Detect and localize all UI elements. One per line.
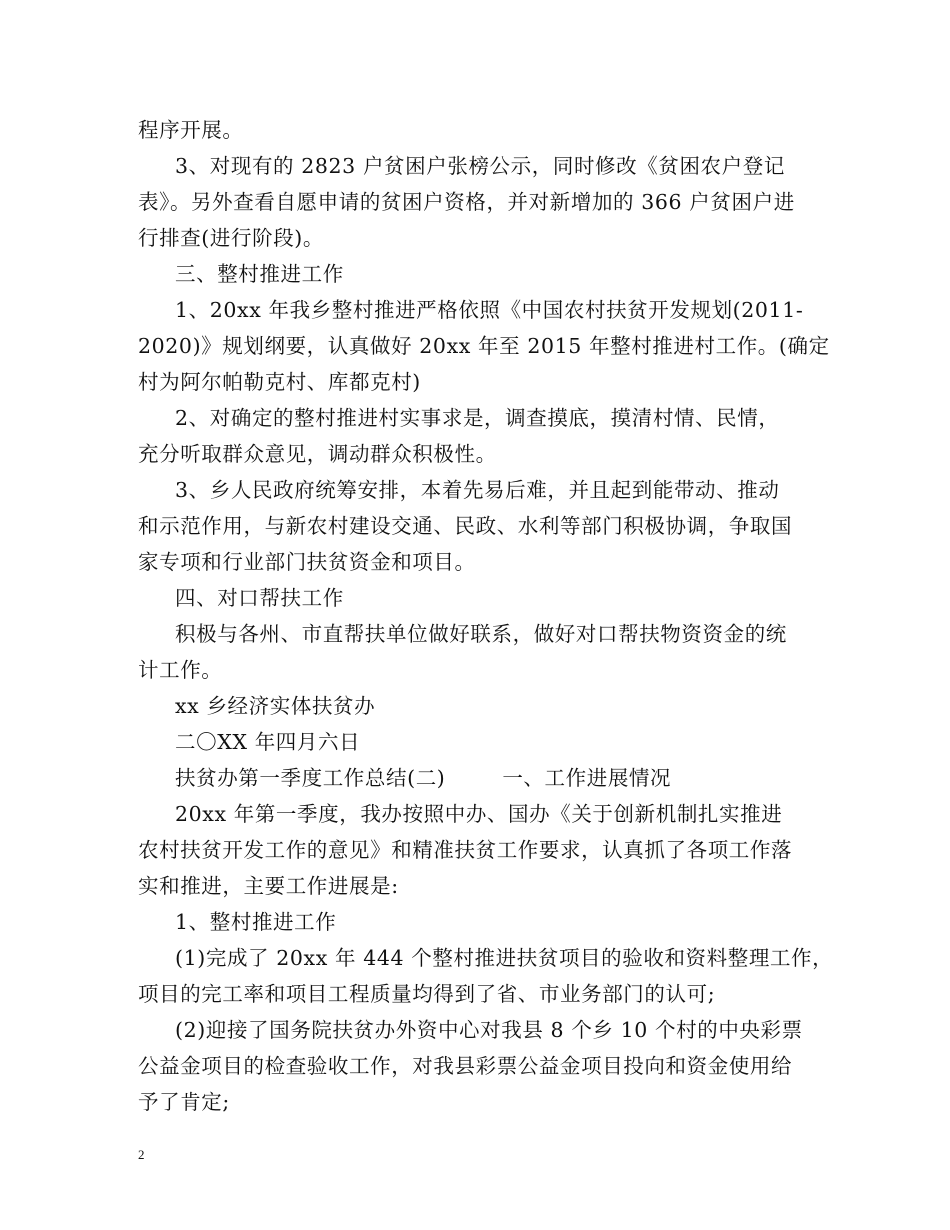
paragraph-line: 行排查(进行阶段)。 [138,226,324,250]
paragraph-line: 积极与各州、市直帮扶单位做好联系，做好对口帮扶物资资金的统 [175,622,787,646]
paragraph-line: 20xx 年第一季度，我办按照中办、国办《关于创新机制扎实推进 [175,802,783,826]
paragraph-line: 2020)》规划纲要，认真做好 20xx 年至 2015 年整村推进村工作。(确定 [138,334,830,358]
paragraph-line: 1、整村推进工作 [175,910,337,934]
paragraph-line: 3、乡人民政府统筹安排，本着先易后难，并且起到能带动、推动 [175,478,780,502]
paragraph-line: 2、对确定的整村推进村实事求是，调查摸底，摸清村情、民情， [175,406,780,430]
paragraph-line: 1、20xx 年我乡整村推进严格依照《中国农村扶贫开发规划(2011- [175,298,804,322]
page-number: 2 [138,1147,145,1162]
paragraph-line: 二〇XX 年四月六日 [175,730,361,754]
paragraph-line: 项目的完工率和项目工程质量均得到了省、市业务部门的认可; [138,982,716,1006]
paragraph-line: 村为阿尔帕勒克村、库都克村) [138,370,421,394]
paragraph-line: 农村扶贫开发工作的意见》和精准扶贫工作要求，认真抓了各项工作落 [138,838,793,862]
paragraph-line: 四、对口帮扶工作 [175,586,344,610]
paragraph-line: 充分听取群众意见，调动群众积极性。 [138,442,497,466]
paragraph-line: 实和推进，主要工作进展是: [138,874,399,898]
paragraph-line: 计工作。 [138,658,223,682]
paragraph-line: 3、对现有的 2823 户贫困户张榜公示，同时修改《贫困农户登记 [175,154,785,178]
paragraph-line: 表》。另外查看自愿申请的贫困户资格，并对新增加的 366 户贫困户进 [138,190,795,214]
paragraph-line: 家专项和行业部门扶贫资金和项目。 [138,550,476,574]
paragraph-line: 予了肯定; [138,1090,230,1114]
paragraph-line: 三、整村推进工作 [175,262,344,286]
paragraph-line: xx 乡经济实体扶贫办 [175,694,376,718]
paragraph-line: (2)迎接了国务院扶贫办外资中心对我县 8 个乡 10 个村的中央彩票 [175,1018,803,1042]
paragraph-line: 公益金项目的检查验收工作，对我县彩票公益金项目投向和资金使用给 [138,1054,793,1078]
paragraph-line: 程序开展。 [138,118,244,142]
paragraph-line: 扶贫办第一季度工作总结(二) 一、工作进展情况 [175,766,672,790]
paragraph-line: (1)完成了 20xx 年 444 个整村推进扶贫项目的验收和资料整理工作， [175,946,834,970]
paragraph-line: 和示范作用，与新农村建设交通、民政、水利等部门积极协调，争取国 [138,514,793,538]
